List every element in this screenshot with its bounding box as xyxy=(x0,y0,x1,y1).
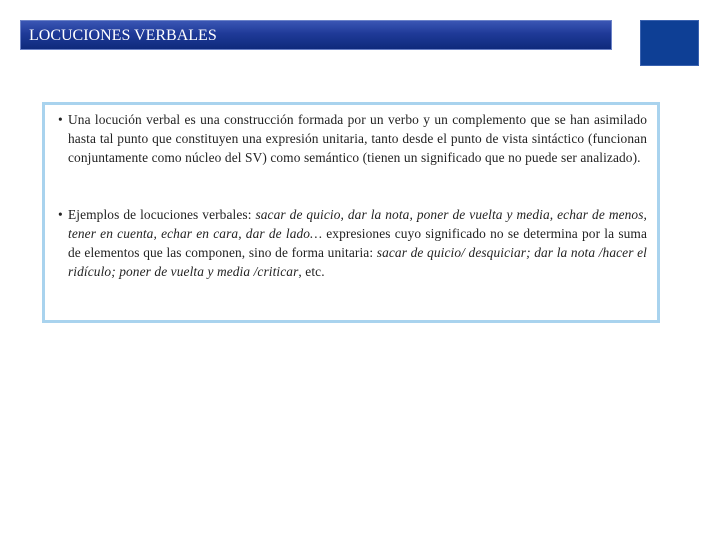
corner-decoration xyxy=(640,20,699,66)
examples-explanation: expresiones cuyo significado no se determina por la suma de elementos que las componen, sino de forma unitaria: xyxy=(68,226,647,260)
content-box xyxy=(42,102,660,323)
examples-list: sacar de quicio, dar la nota, poner de vuelta y media, echar de menos, tener en cuenta, echar en cara, dar de lado… xyxy=(68,207,647,241)
bullet-marker: • xyxy=(58,207,63,222)
bullet-marker: • xyxy=(58,112,63,127)
bullet-text: Una locución verbal es una construcción formada por un verbo y un complemento que se han asimilado hasta tal punto que constituyen una expresión unitaria, tanto desde el punto de vista sintáctico (funcionan conjuntamente como núcleo del SV) como semántico (tienen un significado que no puede ser analizado). xyxy=(68,112,647,165)
examples-ending: , etc. xyxy=(298,264,325,279)
title-bar xyxy=(20,20,612,50)
bullet-item-definition xyxy=(55,110,647,167)
examples-equivalences: sacar de quicio/ desquiciar; dar la nota /hacer el ridículo; poner de vuelta y media /criticar xyxy=(68,245,647,279)
bullet-text xyxy=(68,205,647,281)
slide-title: LOCUCIONES VERBALES xyxy=(29,27,217,44)
examples-intro: Ejemplos de locuciones verbales: xyxy=(68,207,256,222)
bullet-item-examples xyxy=(55,205,647,281)
